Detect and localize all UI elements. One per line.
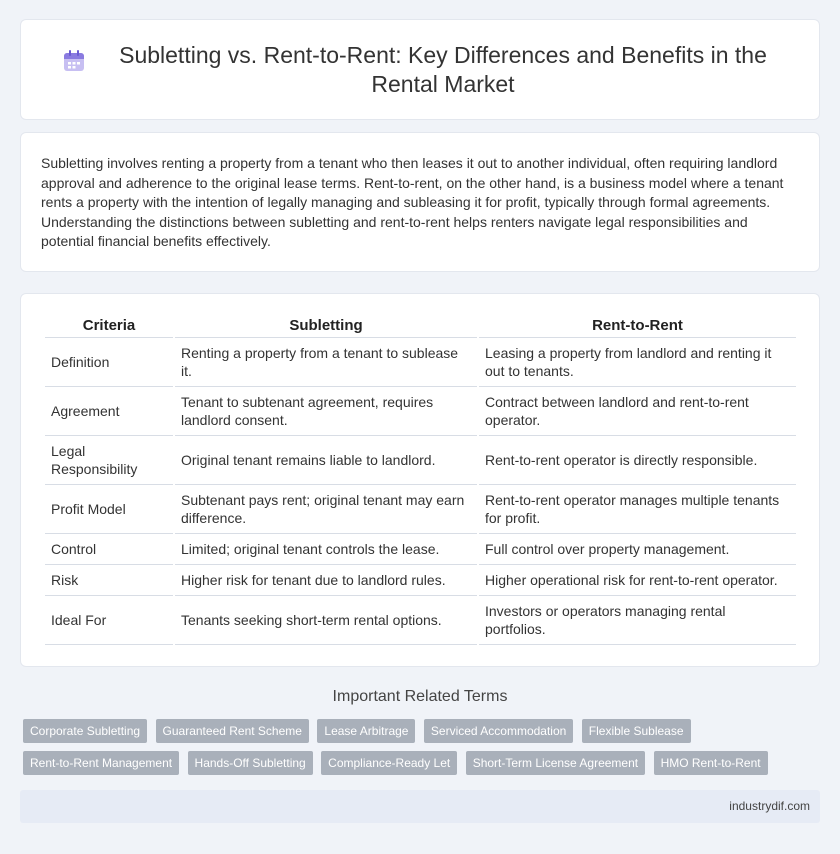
table-row bbox=[45, 565, 796, 596]
rent-to-rent-cell: Investors or operators managing rental portfolios. bbox=[479, 596, 796, 645]
criteria-cell: Definition bbox=[45, 338, 173, 387]
criteria-cell: Legal Responsibility bbox=[45, 436, 173, 485]
criteria-cell: Risk bbox=[45, 565, 173, 596]
intro-paragraph: Subletting involves renting a property from a tenant who then leases it out to another individual, often requiring landlord approval and adherence to the original lease terms. Rent-to-rent, on the other hand, is a business model where a tenant rents a property with the intention of legally managing and subleasing it for profit, typically through formal agreements. Understanding the distinctions between subletting and rent-to-rent helps renters navigate legal responsibilities and potential financial benefits effectively. bbox=[41, 155, 784, 250]
header-subletting: Subletting bbox=[175, 316, 477, 338]
rent-to-rent-cell: Full control over property management. bbox=[479, 534, 796, 565]
tag-serviced-accommodation[interactable]: Serviced Accommodation bbox=[424, 719, 573, 743]
rent-to-rent-cell: Leasing a property from landlord and renting it out to tenants. bbox=[479, 338, 796, 387]
subletting-cell: Original tenant remains liable to landlord. bbox=[175, 436, 477, 485]
table-row bbox=[45, 485, 796, 534]
table-row bbox=[45, 534, 796, 565]
related-terms-heading: Important Related Terms bbox=[332, 688, 508, 705]
subletting-cell: Subtenant pays rent; original tenant may earn difference. bbox=[175, 485, 477, 534]
table-header-row bbox=[45, 316, 796, 338]
criteria-cell: Ideal For bbox=[45, 596, 173, 645]
tag-hands-off-subletting[interactable]: Hands-Off Subletting bbox=[188, 751, 313, 775]
table-row bbox=[45, 387, 796, 436]
comparison-table bbox=[43, 316, 798, 645]
table-row bbox=[45, 436, 796, 485]
tag-lease-arbitrage[interactable]: Lease Arbitrage bbox=[317, 719, 415, 743]
comparison-card bbox=[20, 293, 820, 667]
tag-guaranteed-rent-scheme[interactable]: Guaranteed Rent Scheme bbox=[156, 719, 309, 743]
subletting-cell: Tenants seeking short-term rental options. bbox=[175, 596, 477, 645]
rent-to-rent-cell: Higher operational risk for rent-to-rent operator. bbox=[479, 565, 796, 596]
subletting-cell: Limited; original tenant controls the lease. bbox=[175, 534, 477, 565]
page-title: Subletting vs. Rent-to-Rent: Key Differences and Benefits in the Rental Market bbox=[119, 41, 767, 97]
tag-short-term-license-agreement[interactable]: Short-Term License Agreement bbox=[466, 751, 645, 775]
criteria-cell: Control bbox=[45, 534, 173, 565]
subletting-cell: Tenant to subtenant agreement, requires landlord consent. bbox=[175, 387, 477, 436]
subletting-cell: Renting a property from a tenant to sublease it. bbox=[175, 338, 477, 387]
tag-compliance-ready-let[interactable]: Compliance-Ready Let bbox=[321, 751, 457, 775]
criteria-cell: Agreement bbox=[45, 387, 173, 436]
calendar-icon bbox=[61, 48, 87, 74]
header-rent-to-rent: Rent-to-Rent bbox=[479, 316, 796, 338]
subletting-cell: Higher risk for tenant due to landlord rules. bbox=[175, 565, 477, 596]
tag-rent-to-rent-management[interactable]: Rent-to-Rent Management bbox=[23, 751, 179, 775]
table-row bbox=[45, 338, 796, 387]
rent-to-rent-cell: Rent-to-rent operator is directly responsible. bbox=[479, 436, 796, 485]
tag-hmo-rent-to-rent[interactable]: HMO Rent-to-Rent bbox=[654, 751, 768, 775]
rent-to-rent-cell: Rent-to-rent operator manages multiple tenants for profit. bbox=[479, 485, 796, 534]
tag-flexible-sublease[interactable]: Flexible Sublease bbox=[582, 719, 691, 743]
tag-corporate-subletting[interactable]: Corporate Subletting bbox=[23, 719, 147, 743]
header-criteria: Criteria bbox=[45, 316, 173, 338]
table-row bbox=[45, 596, 796, 645]
criteria-cell: Profit Model bbox=[45, 485, 173, 534]
rent-to-rent-cell: Contract between landlord and rent-to-rent operator. bbox=[479, 387, 796, 436]
footer-site-link[interactable]: industrydif.com bbox=[729, 799, 810, 813]
title-card bbox=[20, 19, 820, 120]
related-terms-list bbox=[23, 719, 783, 783]
footer bbox=[20, 790, 820, 823]
intro-card bbox=[20, 132, 820, 272]
title-row bbox=[61, 41, 779, 99]
